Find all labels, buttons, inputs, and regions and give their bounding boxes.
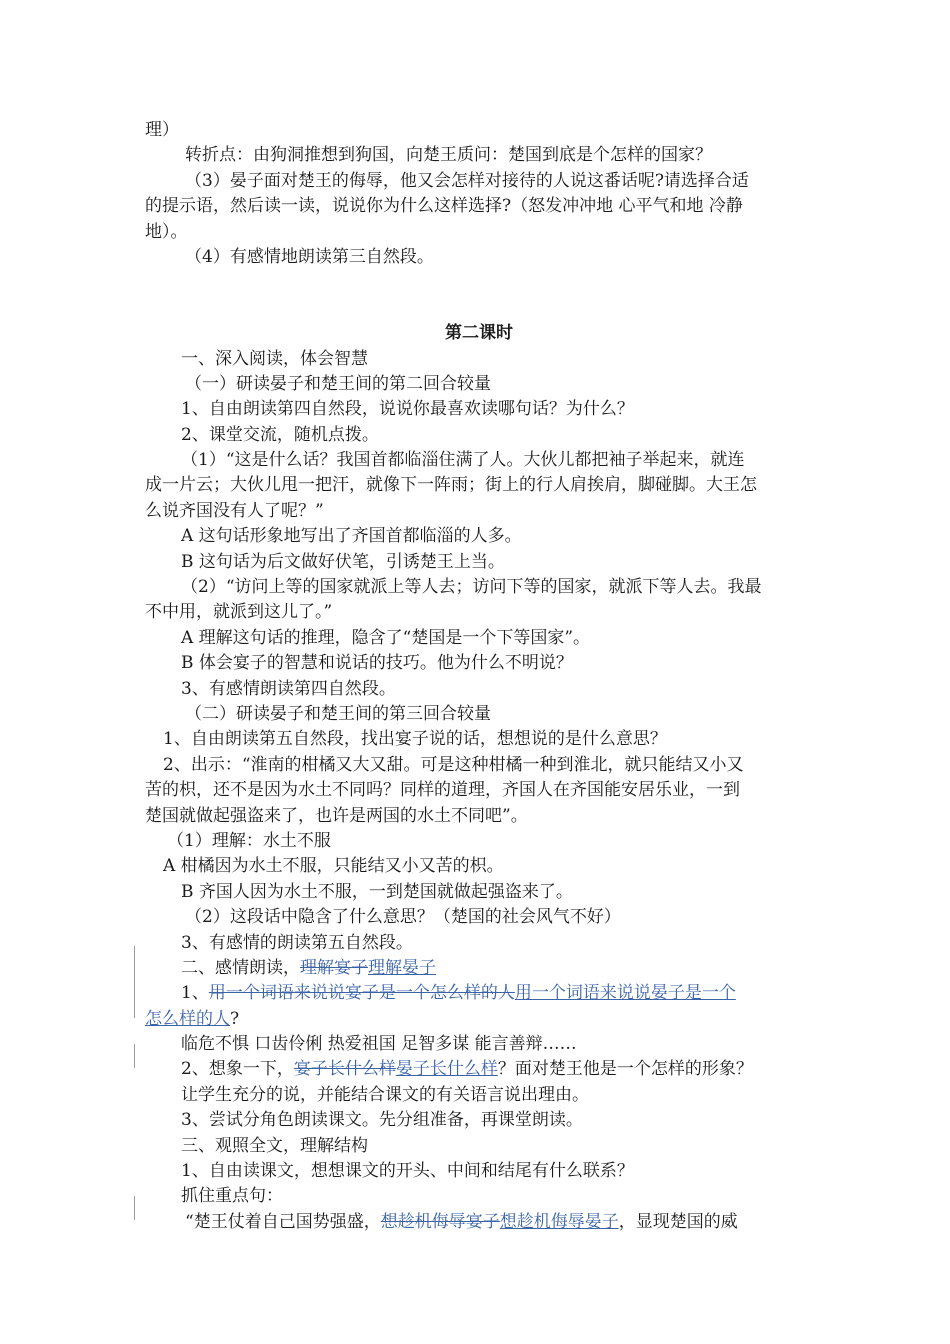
inserted-text: 想趁机侮辱晏子 bbox=[499, 1211, 619, 1232]
paragraph-line: 3、有感情朗读第四自然段。 bbox=[181, 678, 396, 699]
paragraph-line: （1）“这是什么话？我国首都临淄住满了人。大伙儿都把袖子举起来，就连 bbox=[181, 450, 745, 471]
paragraph-line: B 体会宴子的智慧和说话的技巧。他为什么不明说？ bbox=[181, 653, 573, 674]
paragraph-line: B 这句话为后文做好伏笔，引诱楚王上当。 bbox=[181, 551, 505, 572]
revision-line-2-cont: 怎么样的人? bbox=[145, 1008, 240, 1029]
paragraph-line: B 齐国人因为水土不服，一到楚国就做起强盗来了。 bbox=[181, 881, 573, 902]
paragraph-line: 楚国就做起强盗来了，也许是两国的水土不同吧”。 bbox=[145, 805, 528, 826]
inserted-text: 晏子长什么样 bbox=[395, 1059, 498, 1080]
paragraph-line: 2、出示：“淮南的柑橘又大又甜。可是这种柑橘一种到淮北，就只能结又小又 bbox=[163, 754, 744, 775]
inserted-text: 用一个词语来说说晏子是一个 bbox=[514, 983, 736, 1004]
paragraph-line: （4）有感情地朗读第三自然段。 bbox=[185, 246, 434, 267]
revision-line-2: 1、用一个词语来说说宴子是一个怎么样的人用一个词语来说说晏子是一个 bbox=[181, 983, 736, 1004]
paragraph-line: 的提示语，然后读一读，说说你为什么这样选择?（怒发冲冲地 心平气和地 冷静 bbox=[145, 196, 743, 217]
deleted-text: 用一个词语来说说宴子是一个怎么样的人 bbox=[208, 983, 515, 1004]
paragraph-line: 3、有感情的朗读第五自然段。 bbox=[181, 932, 413, 953]
paragraph-line: 苦的枳，还不是因为水土不同吗？同样的道理，齐国人在齐国能安居乐业，一到 bbox=[145, 780, 740, 801]
paragraph-line: 1、自由朗读第五自然段，找出宴子说的话，想想说的是什么意思？ bbox=[163, 729, 667, 750]
deleted-text: 宴子长什么样 bbox=[293, 1059, 396, 1080]
document-page bbox=[145, 118, 813, 1235]
paragraph-line: （2）“访问上等的国家就派上等人去；访问下等的国家，就派下等人去。我最 bbox=[181, 577, 762, 598]
paragraph-line: （2）这段话中隐含了什么意思？（楚国的社会风气不好） bbox=[185, 907, 621, 928]
paragraph-line: A 理解这句话的推理，隐含了“楚国是一个下等国家”。 bbox=[181, 627, 591, 648]
paragraph-line: 一、深入阅读，体会智慧 bbox=[181, 348, 368, 369]
change-bar bbox=[134, 1196, 135, 1220]
paragraph-line: （一）研读晏子和楚王间的第二回合较量 bbox=[185, 373, 491, 394]
paragraph-line: （1）理解：水土不服 bbox=[167, 830, 331, 851]
paragraph-line: 地）。 bbox=[145, 221, 188, 242]
paragraph-line: 让学生充分的说，并能结合课文的有关语言说出理由。 bbox=[181, 1084, 589, 1105]
paragraph-line: 3、尝试分角色朗读课文。先分组准备，再课堂朗读。 bbox=[181, 1110, 583, 1131]
paragraph-line: 理） bbox=[145, 120, 179, 140]
section-heading: 三、观照全文，理解结构 bbox=[181, 1135, 368, 1156]
paragraph-line: （3）晏子面对楚王的侮辱，他又会怎样对接待的人说这番话呢?请选择合适 bbox=[185, 170, 749, 191]
section-lesson-2 bbox=[145, 347, 813, 956]
paragraph-line: 转折点：由狗洞推想到狗国，向楚王质问：楚国到底是个怎样的国家？ bbox=[185, 145, 712, 166]
paragraph-line: 成一片云；大伙儿甩一把汗，就像下一阵雨；街上的行人肩挨肩，脚碰脚。大王怎 bbox=[145, 475, 757, 496]
paragraph-line: 抓住重点句： bbox=[181, 1186, 283, 1207]
revision-line-4: “楚王仗着自己国势强盛，想趁机侮辱宴子想趁机侮辱晏子，显现楚国的威 bbox=[185, 1211, 738, 1232]
deleted-text: 理解宴子 bbox=[300, 957, 368, 978]
inserted-text: 怎么样的人 bbox=[145, 1008, 230, 1029]
paragraph-line: 2、课堂交流，随机点拨。 bbox=[181, 424, 379, 445]
paragraph-line: （二）研读晏子和楚王间的第三回合较量 bbox=[185, 703, 491, 724]
paragraph-line: 么说齐国没有人了呢？” bbox=[145, 500, 324, 521]
paragraph-line: 1、自由读课文，想想课文的开头、中间和结尾有什么联系？ bbox=[181, 1161, 634, 1182]
paragraph-line: 1、自由朗读第四自然段，说说你最喜欢读哪句话？为什么？ bbox=[181, 399, 634, 420]
revision-line-3: 2、想象一下，宴子长什么样晏子长什么样？面对楚王他是一个怎样的形象？ bbox=[181, 1059, 753, 1080]
paragraph-line: A 这句话形象地写出了齐国首都临淄的人多。 bbox=[181, 526, 522, 547]
change-bar bbox=[134, 946, 135, 1018]
section-lesson-1-end bbox=[145, 118, 813, 270]
deleted-text: 想趁机侮辱宴子 bbox=[380, 1211, 500, 1232]
paragraph-line: 不中用，就派到这儿了。” bbox=[145, 602, 333, 623]
paragraph-line: A 柑橘因为水土不服，只能结又小又苦的枳。 bbox=[163, 856, 504, 877]
change-bar bbox=[134, 1044, 135, 1068]
word-list: 临危不惧 口齿伶俐 热爱祖国 足智多谋 能言善辩…… bbox=[181, 1034, 577, 1055]
inserted-text: 理解晏子 bbox=[368, 957, 436, 978]
revision-line-1: 二、感情朗读，理解宴子理解晏子 bbox=[181, 957, 436, 978]
lesson-2-title: 第二课时 bbox=[445, 323, 513, 344]
